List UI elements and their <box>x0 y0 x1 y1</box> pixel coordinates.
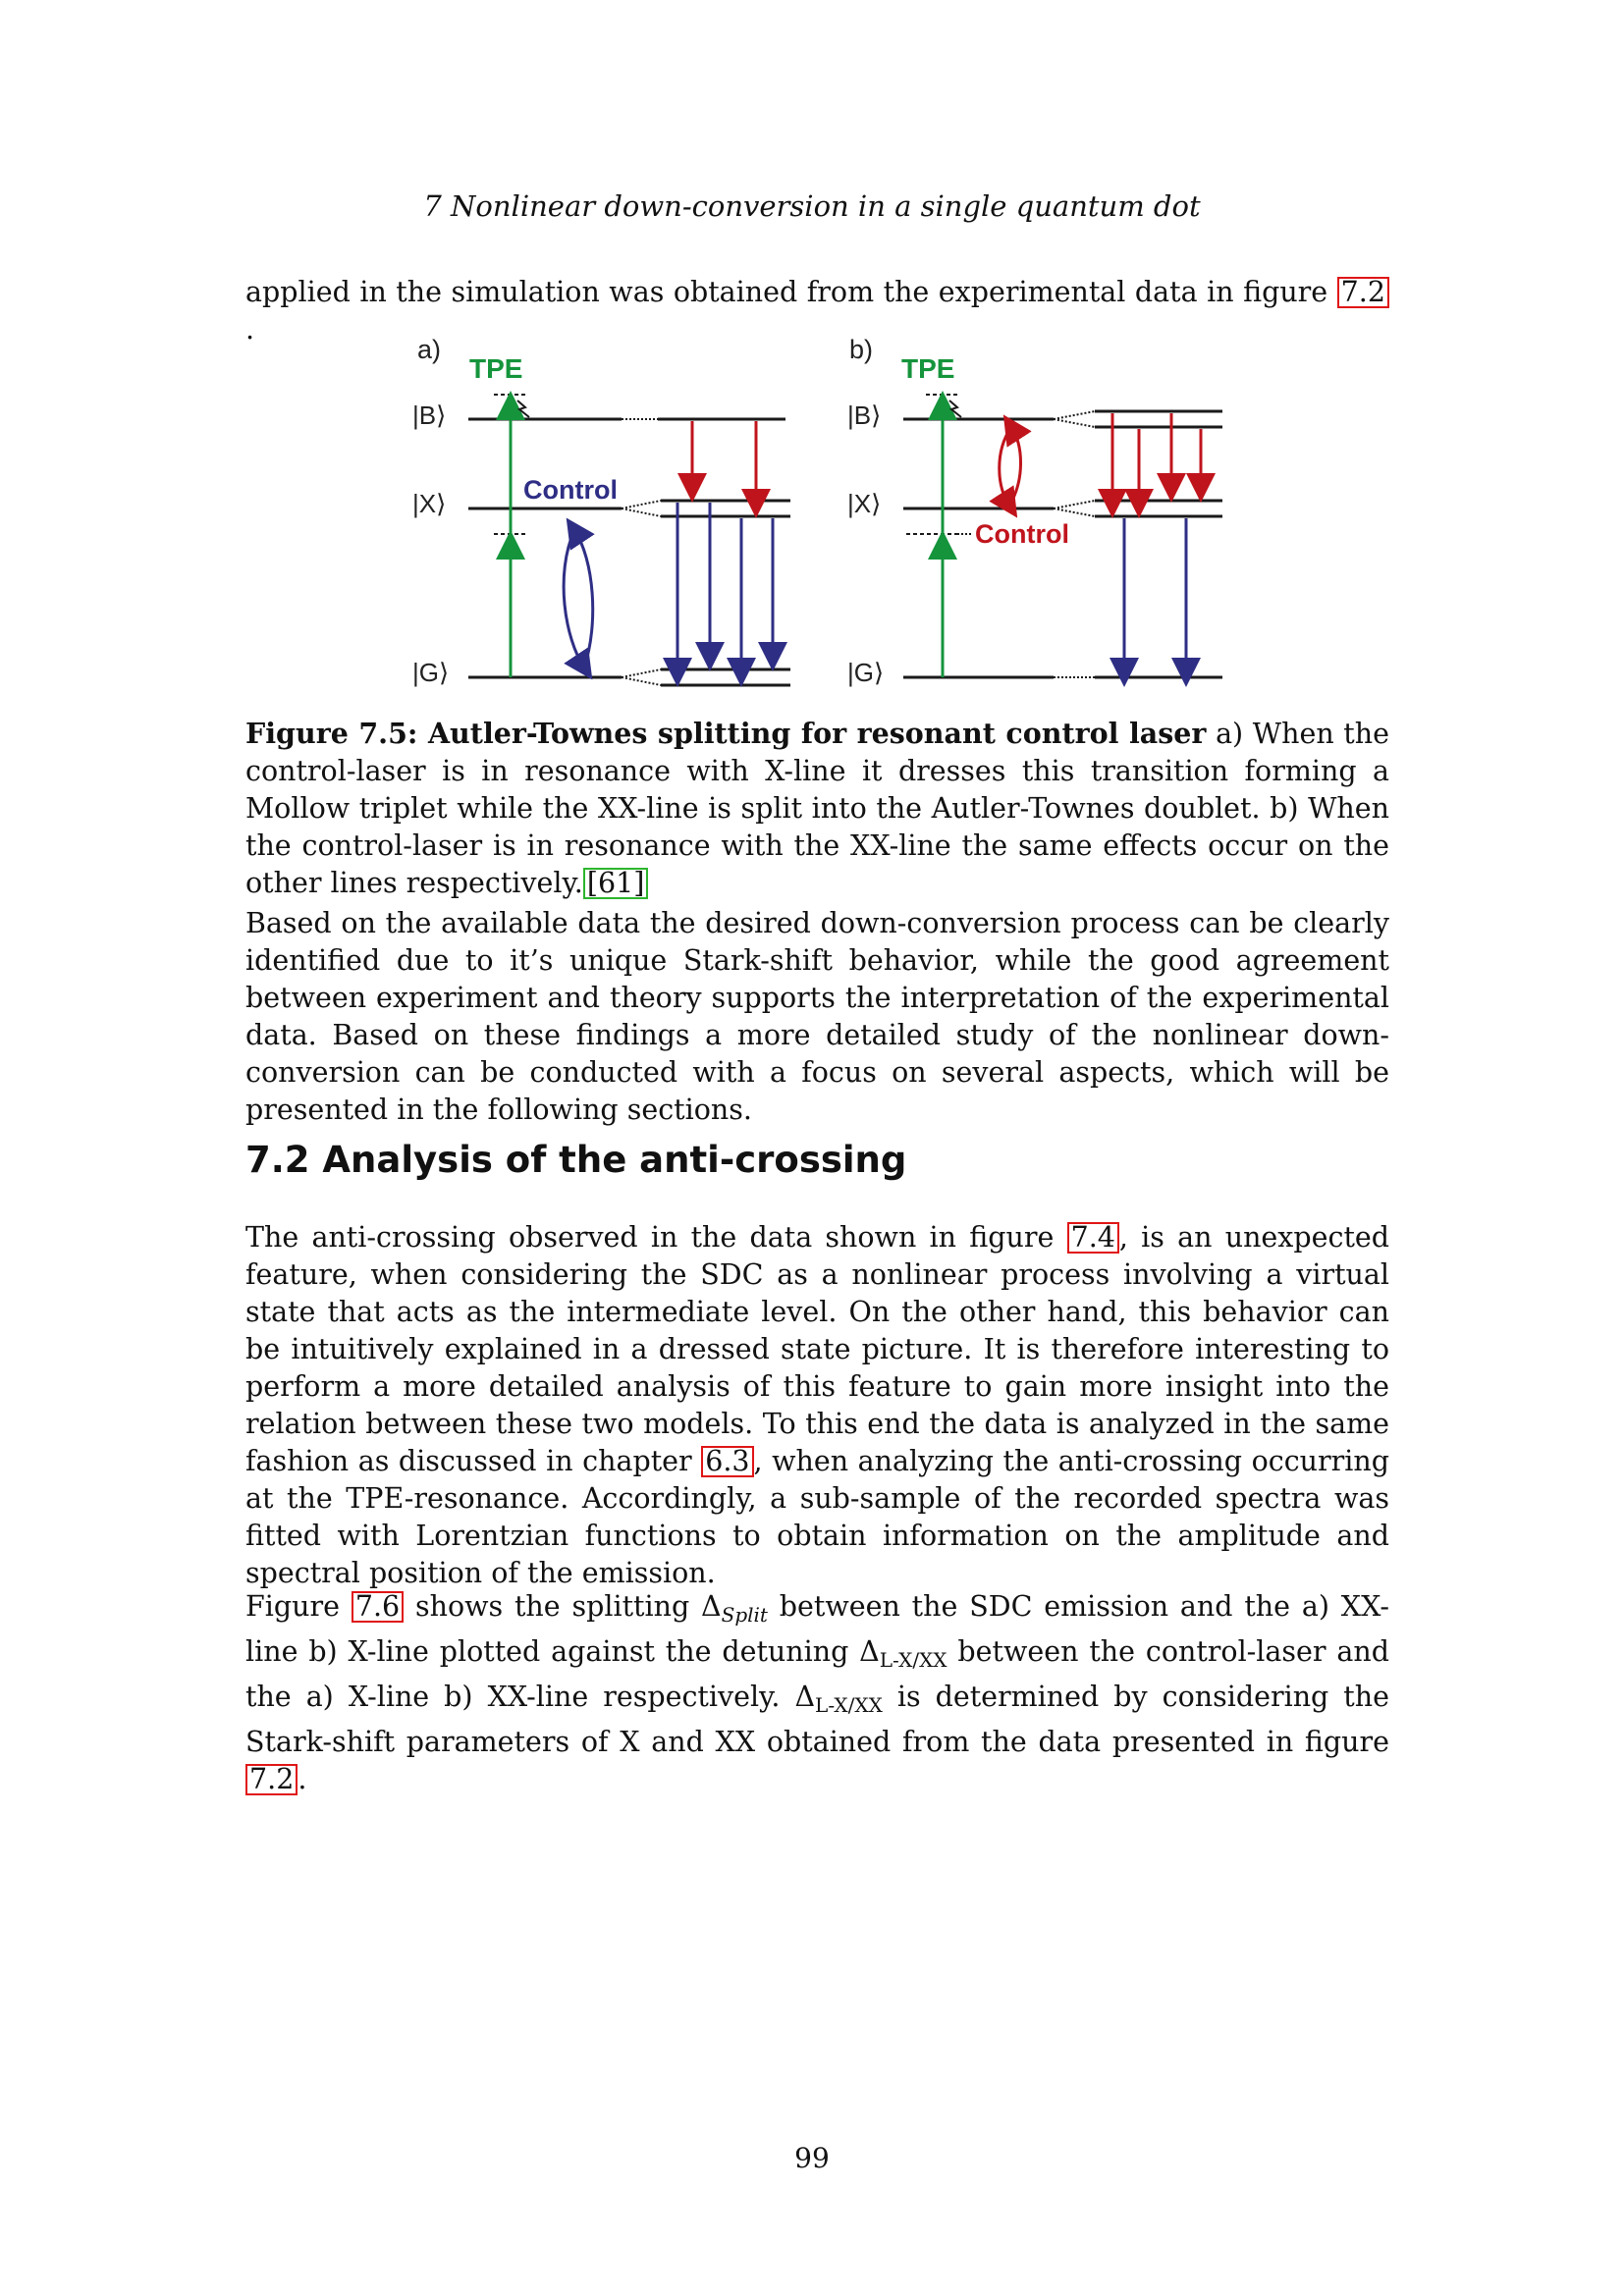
paragraph-splitting <box>245 1588 1389 1798</box>
subscript-lxxx-1: L-X/XX <box>879 1648 947 1672</box>
figure-ref-7-4[interactable]: 7.4 <box>1067 1222 1119 1254</box>
panel-a <box>412 339 790 687</box>
p3-text-3: between the SDC emission and the a) XX-line b) X-line plotted against the detuning Δ <box>245 1590 1389 1668</box>
panel-a-level-g: |G⟩ <box>412 658 450 687</box>
p2-text-1: The anti-crossing observed in the data shown in figure <box>245 1221 1067 1254</box>
panel-a-control-label: Control <box>523 475 618 505</box>
intro-end: . <box>245 313 255 346</box>
p2-text-3: , when analyzing the anti-crossing occurring at the TPE-resonance. Accordingly, a sub-sample of the recorded spectra was fitted with Lorentzian functions to obtain information on the amplitude and spectral position of the emission. <box>245 1445 1389 1589</box>
citation-61[interactable]: [61] <box>583 868 649 899</box>
figure-caption <box>245 715 1389 902</box>
figure-ref-7-6[interactable]: 7.6 <box>352 1591 404 1623</box>
panel-b-level-b: |B⟩ <box>847 400 882 430</box>
figure-ref-7-2-b[interactable]: 7.2 <box>245 1764 298 1795</box>
panel-a-level-x: |X⟩ <box>412 489 447 518</box>
p3-text-5: is determined by considering the Stark-shift parameters of X and XX obtained from the data presented in figure <box>245 1681 1389 1758</box>
paragraph-anti-crossing <box>245 1219 1389 1592</box>
panel-b-tpe-label: TPE <box>901 353 955 384</box>
panel-a-level-b: |B⟩ <box>412 400 447 430</box>
caption-label: Figure 7.5: Autler-Townes splitting for resonant control laser <box>245 717 1207 750</box>
panel-a-label: a) <box>417 339 442 364</box>
p3-text-4: between the control-laser and the a) X-line b) XX-line respectively. Δ <box>245 1635 1389 1713</box>
p2-text-2: , is an unexpected feature, when considering the SDC as a nonlinear process involving a virtual state that acts as the intermediate level. On the other hand, this behavior can be intuitively explained in a dressed state picture. It is therefore interesting to perform a more detailed analysis of this feature to gain more insight into the relation between these two models. To this end the data is analyzed in the same fashion as discussed in chapter <box>245 1221 1390 1477</box>
chapter-ref-6-3[interactable]: 6.3 <box>701 1446 753 1477</box>
subscript-split: Split <box>721 1603 768 1627</box>
panel-b-control-label: Control <box>975 519 1069 549</box>
intro-text: applied in the simulation was obtained from the experimental data in figure <box>245 276 1337 308</box>
figure-7-5 <box>407 339 1242 702</box>
panel-a-tpe-label: TPE <box>469 353 523 384</box>
p3-text-1: Figure <box>245 1590 352 1623</box>
panel-b-level-x: |X⟩ <box>847 489 882 518</box>
section-heading-7-2: 7.2 Analysis of the anti-crossing <box>245 1139 907 1181</box>
panel-b-label: b) <box>849 339 874 364</box>
figure-ref-7-2[interactable]: 7.2 <box>1337 277 1389 308</box>
subscript-lxxx-2: L-X/XX <box>815 1693 883 1717</box>
intro-paragraph <box>245 274 1389 348</box>
p3-text-2: shows the splitting Δ <box>404 1590 722 1623</box>
panel-b-level-g: |G⟩ <box>847 658 885 687</box>
page-number: 99 <box>794 2142 830 2174</box>
paragraph-available-data: Based on the available data the desired down-conversion process can be clearly identified due to it’s unique Stark-shift behavior, while the good agreement between experiment and theory supports the interpretation of the experimental data. Based on these findings a more detailed study of the nonlinear down-conversion can be conducted with a focus on several aspects, which will be presented in the following sections. <box>245 907 1389 1126</box>
running-header: 7 Nonlinear down-conversion in a single quantum dot <box>423 189 1201 223</box>
p3-text-6: . <box>298 1763 307 1795</box>
caption-text: a) When the control-laser is in resonance with X-line it dresses this transition forming a Mollow triplet while the XX-line is split into the Autler-Townes doublet. b) When the control-laser is in resonance with the XX-line the same effects occur on the other lines respectively. <box>245 718 1389 899</box>
energy-level-diagram <box>407 339 1242 702</box>
panel-b <box>847 339 1222 687</box>
